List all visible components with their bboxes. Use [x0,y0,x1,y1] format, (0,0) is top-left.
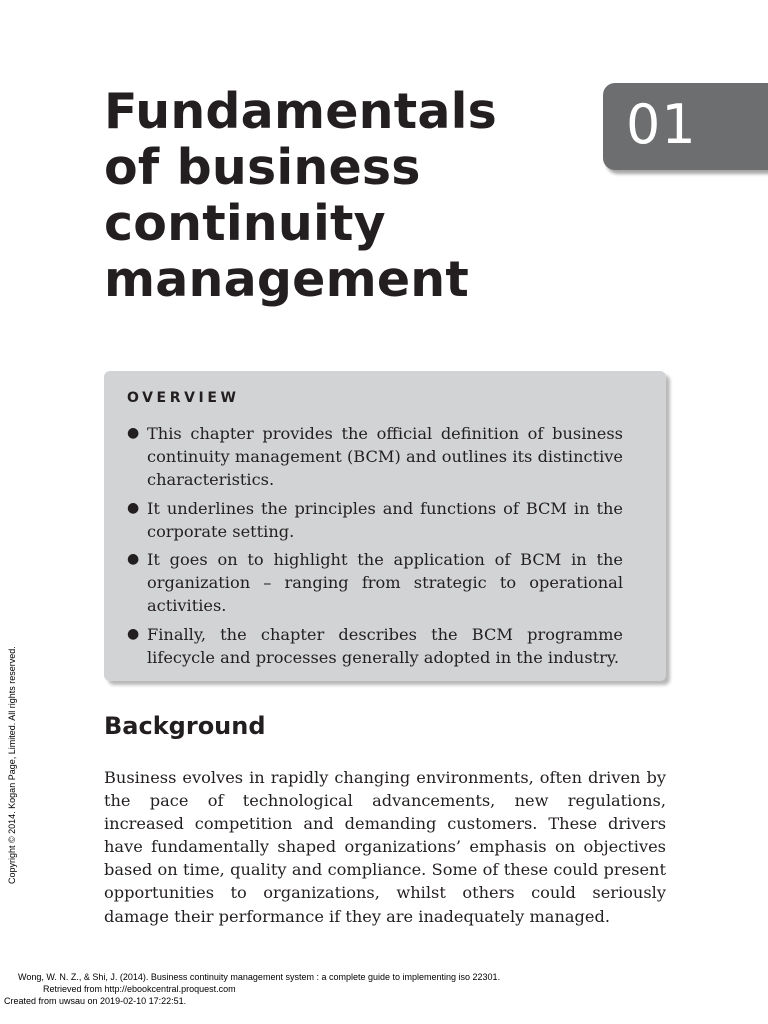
overview-list [126,422,623,674]
section-heading: Background [104,712,266,740]
chapter-title-line: of business [104,139,421,196]
footer-created-line: Created from uwsau on 2019-02-10 17:22:51. [4,996,187,1006]
bullet-icon: ● [127,425,140,441]
overview-item [126,422,623,492]
overview-item [126,497,623,543]
chapter-title-line: management [104,251,469,308]
chapter-title-line: Fundamentals [104,83,497,140]
overview-heading: OVERVIEW [127,390,240,406]
chapter-title [104,84,564,308]
overview-item-text: It goes on to highlight the application of BCM in the organization – ranging from strategic to operational activities. [147,550,623,616]
footer-citation [4,971,501,1007]
overview-item-text: Finally, the chapter describes the BCM programme lifecycle and processes generally adopted in the industry. [147,624,623,667]
chapter-title-line: continuity [104,195,386,252]
footer-retrieved-line: Retrieved from http://ebookcentral.proquest.com [43,984,236,994]
chapter-number-tab [603,83,768,170]
bullet-icon: ● [127,551,140,568]
chapter-number: 01 [626,93,697,156]
body-paragraph: Business evolves in rapidly changing environments, often driven by the pace of technological advancements, new regulations, increased competition and demanding customers. These drivers have fundamentally shaped organizations’ emphasis on objectives based on time, quality and compliance. Some of these could present opportunities to organizations, whilst others could seriously damage their performance if they are inadequately managed. [104,768,666,926]
overview-item [126,548,623,618]
overview-item-text: It underlines the principles and functions of BCM in the corporate setting. [147,498,623,541]
bullet-icon: ● [127,625,140,642]
overview-box [104,371,666,681]
overview-item-text: This chapter provides the official definition of business continuity management (BCM) and outlines its distinctive characteristics. [147,424,623,490]
copyright-notice: Copyright © 2014. Kogan Page, Limited. All rights reserved. [7,646,17,884]
footer-citation-line: Wong, W. N. Z., & Shi, J. (2014). Business continuity management system : a complete guide to implementing iso 22301. [18,972,501,982]
overview-item [126,623,623,669]
bullet-icon: ● [127,499,140,516]
